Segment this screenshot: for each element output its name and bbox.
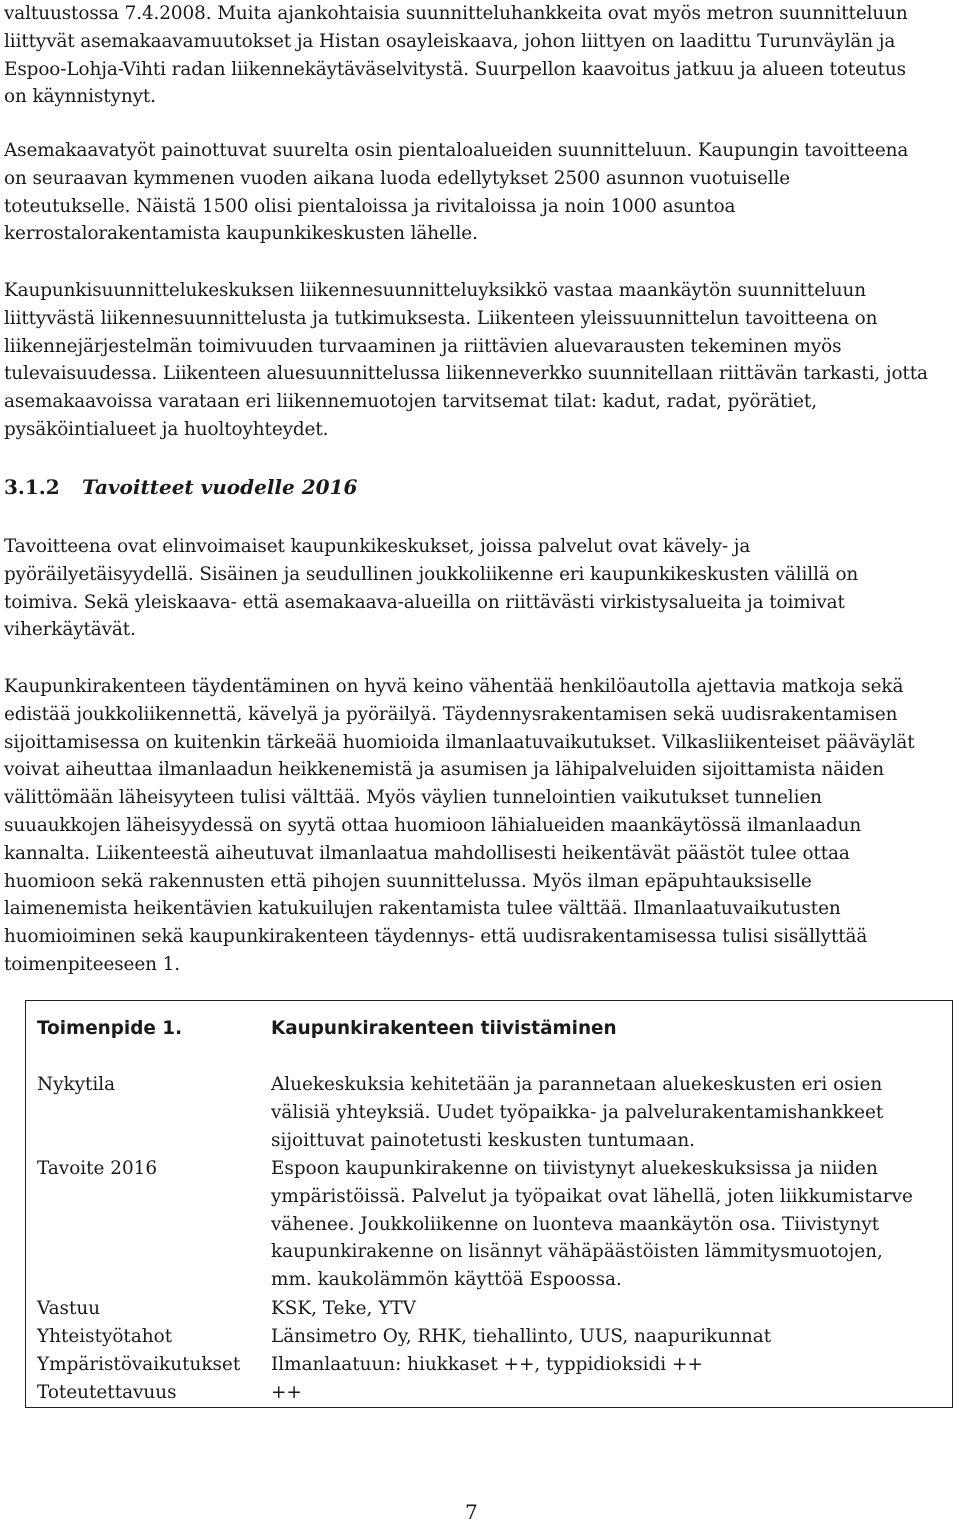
text-line: asemakaavoissa varataan eri liikennemuotojen tarvitsemat tilat: kadut, radat, pyörätiet, bbox=[4, 391, 817, 413]
paragraph-detailed-plans bbox=[4, 137, 950, 248]
row-value-environmental-impacts: Ilmanlaatuun: hiukkaset ++, typpidioksidi ++ bbox=[271, 1354, 703, 1375]
section-title: Tavoitteet vuodelle 2016 bbox=[82, 475, 358, 499]
text-line: välittömään läheisyyteen tulisi välttää. Myös väylien tunnelointien vaikutukset tunnelien bbox=[4, 787, 822, 809]
row-value-goal-2016 bbox=[271, 1155, 913, 1294]
text-line: Espoo-Lohja-Vihti radan liikennekäytäväselvitystä. Suurpellon kaavoitus jatkuu ja alueen toteutus bbox=[4, 58, 906, 80]
paragraph-goals bbox=[4, 533, 950, 644]
page-number: 7 bbox=[465, 1500, 478, 1524]
row-label-environmental-impacts: Ympäristövaikutukset bbox=[37, 1354, 241, 1375]
text-line: mm. kaukolämmön käyttöä Espoossa. bbox=[271, 1269, 622, 1291]
text-line: pyöräilyetäisyydellä. Sisäinen ja seudullinen joukkoliikenne eri kaupunkikeskusten välillä on bbox=[4, 563, 859, 585]
text-line: liittyvästä liikennesuunnittelusta ja tutkimuksesta. Liikenteen yleissuunnittelun tavoitteena on bbox=[4, 307, 878, 329]
text-line: kerrostalorakentamista kaupunkikeskusten lähelle. bbox=[4, 223, 478, 245]
text-line: sijoittuvat painotetusti keskusten tuntumaan. bbox=[271, 1129, 696, 1151]
text-line: toimenpiteeseen 1. bbox=[4, 953, 180, 975]
text-line: liikennejärjestelmän toimivuuden turvaaminen ja riittävien aluevarausten tekeminen myös bbox=[4, 335, 842, 357]
row-label-feasibility: Toteutettavuus bbox=[37, 1382, 177, 1403]
text-line: Espoon kaupunkirakenne on tiivistynyt aluekeskuksissa ja niiden bbox=[271, 1158, 878, 1179]
row-value-current-state bbox=[271, 1071, 883, 1154]
row-label-responsibility: Vastuu bbox=[37, 1298, 101, 1319]
section-number: 3.1.2 bbox=[4, 475, 60, 499]
text-line: kannalta. Liikenteestä aiheutuvat ilmanlaatua mahdollisesti heikentävät päästöt tulee ottaa bbox=[4, 842, 850, 864]
text-line: sijoittamisessa on kuitenkin tärkeää huomioida ilmanlaatuvaikutukset. Vilkasliikenteiset pääväylät bbox=[4, 731, 915, 753]
text-line: valtuustossa 7.4.2008. Muita ajankohtaisia suunnitteluhankkeita ovat myös metron suunnitteluun bbox=[4, 3, 908, 24]
text-line: Tavoitteena ovat elinvoimaiset kaupunkikeskukset, joissa palvelut ovat kävely- ja bbox=[4, 536, 751, 557]
text-line: huomioon sekä rakennusten että pihojen suunnittelussa. Myös ilman epäpuhtauksiselle bbox=[4, 870, 812, 892]
paragraph-urban-infill bbox=[4, 673, 950, 979]
text-line: Asemakaavatyöt painottuvat suurelta osin pientaloalueiden suunnitteluun. Kaupungin tavoitteena bbox=[4, 140, 909, 161]
row-label-goal-2016: Tavoite 2016 bbox=[37, 1158, 158, 1179]
text-line: kaupunkirakenne on lisännyt vähäpäästöisten lämmitysmuotojen, bbox=[271, 1241, 883, 1263]
text-line: Kaupunkirakenteen täydentäminen on hyvä keino vähentää henkilöautolla ajettavia matkoja sekä bbox=[4, 676, 904, 697]
row-value-responsibility: KSK, Teke, YTV bbox=[271, 1298, 416, 1319]
measure-label: Toimenpide 1. bbox=[37, 1018, 183, 1039]
row-value-feasibility: ++ bbox=[271, 1382, 302, 1403]
row-label-partners: Yhteistyötahot bbox=[37, 1326, 173, 1347]
text-line: on seuraavan kymmenen vuoden aikana luoda edellytykset 2500 asunnon vuotuiselle bbox=[4, 167, 791, 189]
paragraph-planning-projects bbox=[4, 0, 950, 111]
text-line: vähenee. Joukkoliikenne on luonteva maankäytön osa. Tiivistynyt bbox=[271, 1213, 880, 1235]
row-label-current-state: Nykytila bbox=[37, 1074, 116, 1095]
text-line: laimenemista heikentävien katukuilujen rakentamista tulee välttää. Ilmanlaatuvaikutusten bbox=[4, 898, 841, 920]
row-value-partners: Länsimetro Oy, RHK, tiehallinto, UUS, naapurikunnat bbox=[271, 1326, 772, 1347]
text-line: huomioiminen sekä kaupunkirakenteen täydennys- että uudisrakentamisessa tulisi sisällyttää bbox=[4, 926, 868, 948]
text-line: toteutukselle. Näistä 1500 olisi pientaloissa ja rivitaloissa ja noin 1000 asuntoa bbox=[4, 195, 736, 217]
measure-title: Kaupunkirakenteen tiivistäminen bbox=[271, 1018, 617, 1039]
text-line: edistää joukkoliikennettä, kävelyä ja pyöräilyä. Täydennysrakentamisen sekä uudisrakentamisen bbox=[4, 703, 898, 725]
text-line: voivat aiheuttaa ilmanlaadun heikkenemistä ja asumisen ja lähipalveluiden sijoittamista näiden bbox=[4, 759, 884, 781]
text-line: liittyvät asemakaavamuutokset ja Histan osayleiskaava, johon liittyen on laadittu Turunväylän ja bbox=[4, 30, 896, 52]
text-line: pysäköintialueet ja huoltoyhteydet. bbox=[4, 418, 329, 440]
text-line: Aluekeskuksia kehitetään ja parannetaan aluekeskusten eri osien bbox=[271, 1074, 883, 1095]
section-heading bbox=[4, 473, 357, 501]
text-line: viherkäytävät. bbox=[4, 619, 136, 641]
text-line: tulevaisuudessa. Liikenteen aluesuunnittelussa liikenneverkko suunnitellaan riittävän tarkasti, jotta bbox=[4, 363, 928, 385]
paragraph-traffic-planning bbox=[4, 277, 950, 444]
measure-box bbox=[25, 1000, 953, 1408]
text-line: toimiva. Sekä yleiskaava- että asemakaava-alueilla on riittävästi virkistysalueita ja toimivat bbox=[4, 591, 845, 613]
text-line: suuaukkojen läheisyydessä on syytä ottaa huomioon lähialueiden maankäytössä ilmanlaadun bbox=[4, 814, 862, 836]
text-line: ympäristöissä. Palvelut ja työpaikat ovat lähellä, joten liikkumistarve bbox=[271, 1185, 913, 1207]
text-line: Kaupunkisuunnittelukeskuksen liikennesuunnitteluyksikkö vastaa maankäytön suunnitteluun bbox=[4, 280, 867, 301]
text-line: on käynnistynyt. bbox=[4, 86, 156, 108]
text-line: välisiä yhteyksiä. Uudet työpaikka- ja palvelurakentamishankkeet bbox=[271, 1101, 884, 1123]
